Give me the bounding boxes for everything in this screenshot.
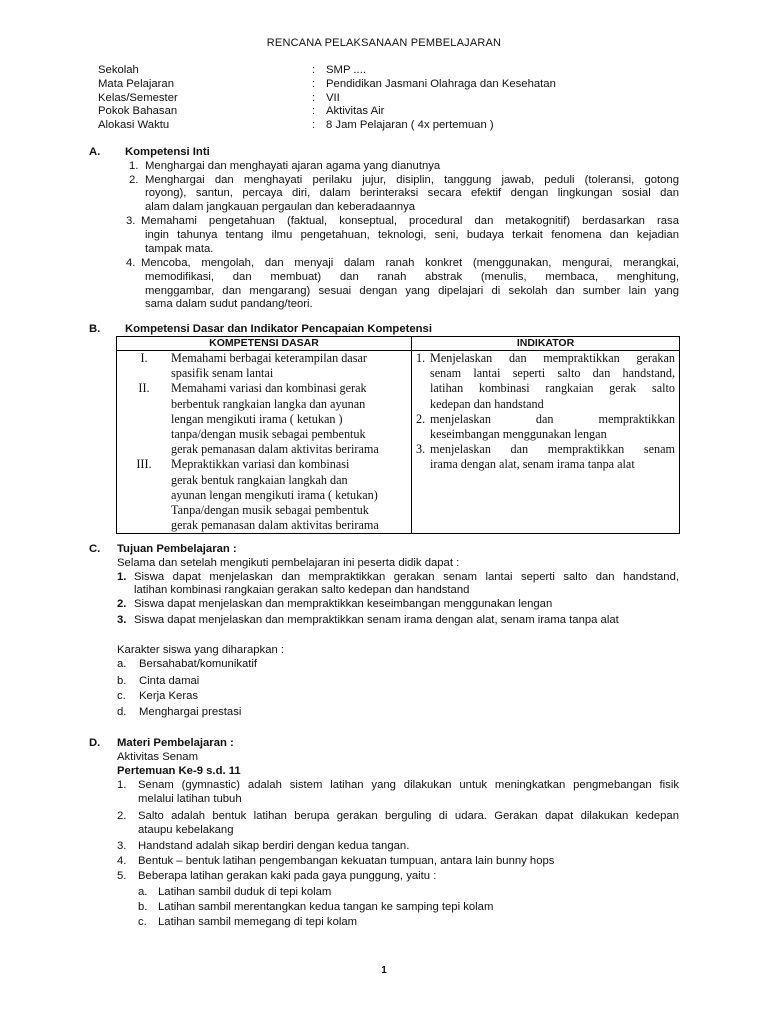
identity-colon: : (312, 92, 316, 104)
section-c-title: Tujuan Pembelajaran : (117, 543, 237, 555)
list-number: 1. (117, 571, 127, 583)
kd-number: III. (136, 457, 152, 472)
section-d-title: Materi Pembelajaran : (117, 737, 234, 749)
kd-line: lengan mengikuti irama ( ketukan ) (171, 411, 343, 426)
list-item: Memahami pengetahuan (faktual, konseptual, procedural dan metakognitif) berdasarkan rasa (141, 215, 679, 227)
list-letter: b. (117, 675, 127, 687)
section-c-letter: C. (89, 543, 101, 555)
indicator-line: keseimbangan menggunakan lengan (430, 427, 607, 442)
kd-line: Memahami berbagai keterampilan dasar (171, 351, 367, 365)
list-number: 3. (126, 215, 136, 227)
indicator-line: irama dengan alat, senam irama tanpa alat (430, 457, 635, 472)
indicator-line: senam lantai seperti salto dan handstand, (430, 366, 675, 381)
list-number: 3. (117, 614, 127, 626)
kd-line: spasifik senam lantai (171, 366, 274, 381)
kd-number: II. (138, 381, 150, 396)
table-header-indicator: INDIKATOR (412, 337, 680, 351)
kd-line: Mepraktikkan variasi dan kombinasi (171, 457, 350, 472)
list-number: 2. (129, 174, 139, 186)
kd-line: ayunan lengan mengikuti irama ( ketukan) (171, 487, 378, 502)
section-a-letter: A. (89, 146, 101, 158)
kd-number: I. (140, 351, 148, 365)
identity-label: Kelas/Semester (98, 92, 178, 104)
identity-value: 8 Jam Pelajaran ( 4x pertemuan ) (326, 119, 494, 131)
character-heading: Karakter siswa yang diharapkan : (117, 644, 285, 656)
indicator-line: kedepan dan handstand (430, 396, 544, 411)
indicator-number: 3. (416, 442, 426, 457)
document-title: RENCANA PELAKSANAAN PEMBELAJARAN (266, 37, 502, 49)
list-item: melalui latihan tubuh (138, 793, 242, 805)
section-b-title: Kompetensi Dasar dan Indikator Pencapaian Kompetensi (125, 323, 432, 335)
list-letter: c. (138, 916, 147, 928)
list-number: 4. (126, 257, 136, 269)
kd-item (117, 457, 411, 533)
list-item: Siswa dapat menjelaskan dan mempraktikkan senam irama dengan alat, senam irama tanpa alat (134, 614, 619, 626)
indicator-line: latihan kombinasi rangkaian gerak salto (430, 381, 675, 396)
list-item: latihan kombinasi rangkaian gerakan salto kedepan dan handstand (134, 584, 470, 596)
identity-colon: : (312, 105, 316, 117)
kd-line: Memahami variasi dan kombinasi gerak (171, 381, 367, 396)
list-item: Latihan sambil memegang di tepi kolam (158, 916, 358, 928)
list-letter: c. (117, 690, 126, 702)
list-item: Mencoba, mengolah, dan menyaji dalam ranah konkret (menggunakan, mengurai, merangkai, (141, 257, 679, 269)
list-item: Senam (gymnastic) adalah sistem latihan yang dilakukan untuk meningkatkan pengmebangan fisik (138, 779, 679, 791)
indicator-number: 1. (416, 351, 426, 365)
section-d-letter: D. (89, 737, 101, 749)
list-item: Bersahabat/komunikatif (139, 658, 258, 670)
list-item: Bentuk – bentuk latihan pengembangan kekuatan tumpuan, antara lain bunny hops (138, 855, 555, 867)
list-item: alam dalam jangkauan pergaulan dan keberadaannya (145, 201, 416, 213)
identity-value: Pendidikan Jasmani Olahraga dan Kesehatan (326, 78, 556, 90)
list-number: 5. (117, 870, 127, 882)
list-item: Menghargai prestasi (139, 706, 242, 718)
list-item: Menghargai dan menghayati ajaran agama yang dianutnya (145, 160, 441, 172)
section-d-subtitle: Aktivitas Senam (117, 751, 198, 763)
indicator-item (412, 351, 679, 412)
kd-line: berbentuk rangkaian langka dan ayunan (171, 396, 366, 411)
indicator-cell (412, 351, 680, 534)
identity-value: VII (326, 92, 340, 104)
kd-item (117, 351, 411, 381)
page-number: 1 (381, 965, 387, 976)
list-item: Siswa dapat menjelaskan dan mempraktikkan keseimbangan menggunakan lengan (134, 598, 553, 610)
identity-colon: : (312, 119, 316, 131)
kd-cell (117, 351, 412, 534)
list-number: 4. (117, 855, 127, 867)
indicator-item (412, 442, 679, 472)
kd-line: gerak pemanasan dalam aktivitas berirama (171, 442, 379, 457)
indicator-line: menjelaskan dan mempraktikkan (430, 411, 675, 426)
competency-table (116, 336, 680, 534)
section-c-intro: Selama dan setelah mengikuti pembelajaran ini peserta didik dapat : (117, 557, 460, 569)
list-item: Beberapa latihan gerakan kaki pada gaya punggung, yaitu : (138, 870, 437, 882)
kd-line: gerak pemanasan dalam aktivitas berirama (171, 518, 379, 533)
indicator-line: Menjelaskan dan mempraktikkan gerakan (430, 351, 675, 365)
list-number: 3. (117, 840, 127, 852)
list-number: 1. (129, 160, 139, 172)
list-letter: b. (138, 901, 148, 913)
list-item: tampak mata. (145, 243, 214, 255)
kd-line: gerak bentuk rangkaian langkah dan (171, 472, 348, 487)
list-item: Latihan sambil merentangkan kedua tangan ke samping tepi kolam (158, 901, 494, 913)
identity-value: Aktivitas Air (326, 105, 385, 117)
kd-item (117, 381, 411, 457)
list-item: Kerja Keras (139, 690, 199, 702)
section-a-title: Kompetensi Inti (125, 146, 210, 158)
list-item: Cinta damai (139, 675, 200, 687)
list-item: Latihan sambil duduk di tepi kolam (158, 886, 332, 898)
list-item: ataupu kebelakang (138, 824, 234, 836)
section-d-meeting: Pertemuan Ke-9 s.d. 11 (117, 765, 241, 777)
kd-line: tanpa/dengan musik sebagai pembentuk (171, 427, 366, 442)
table-header-kd: KOMPETENSI DASAR (117, 337, 412, 351)
list-letter: d. (117, 706, 127, 718)
list-number: 2. (117, 598, 127, 610)
identity-colon: : (312, 64, 316, 76)
identity-label: Sekolah (98, 64, 139, 76)
indicator-number: 2. (416, 411, 426, 426)
list-number: 2. (117, 810, 127, 822)
list-letter: a. (117, 658, 127, 670)
identity-label: Pokok Bahasan (98, 105, 178, 117)
list-item: Siswa dapat menjelaskan dan mempraktikkan gerakan senam lantai seperti salto dan handstand, (134, 571, 679, 583)
identity-label: Alokasi Waktu (98, 119, 170, 131)
section-b-letter: B. (89, 323, 101, 335)
indicator-line: menjelaskan dan mempraktikkan senam (430, 442, 675, 457)
list-item: Salto adalah bentuk latihan berupa gerakan berguling di udara. Gerakan dapat dilakukan kedepan (138, 810, 679, 822)
list-item: ingin tahunya tentang ilmu pengetahuan, teknologi, seni, budaya terkait fenomena dan kejadian (145, 229, 679, 241)
list-letter: a. (138, 886, 148, 898)
list-number: 1. (117, 779, 127, 791)
indicator-item (412, 412, 679, 442)
identity-label: Mata Pelajaran (98, 78, 174, 90)
list-item: royong), santun, percaya diri, dalam berinteraksi secara efektif dengan lingkungan sosial dan (145, 187, 679, 199)
identity-value: SMP .... (326, 64, 366, 76)
list-item: Menghargai dan menghayati perilaku jujur, disiplin, tanggung jawab, peduli (toleransi, gotong (145, 174, 679, 186)
identity-colon: : (312, 78, 316, 90)
list-item: menggambar, dan mengarang) sesuai dengan yang dipelajari di sekolah dan sumber lain yang (145, 285, 679, 297)
list-item: sama dalam sudut pandang/teori. (145, 298, 313, 310)
kd-line: Tanpa/dengan musik sebagai pembentuk (171, 503, 369, 518)
list-item: Handstand adalah sikap berdiri dengan kedua tangan. (138, 840, 410, 852)
list-item: memodifikasi, dan membuat) dan ranah abstrak (menulis, membaca, menghitung, (145, 271, 679, 283)
